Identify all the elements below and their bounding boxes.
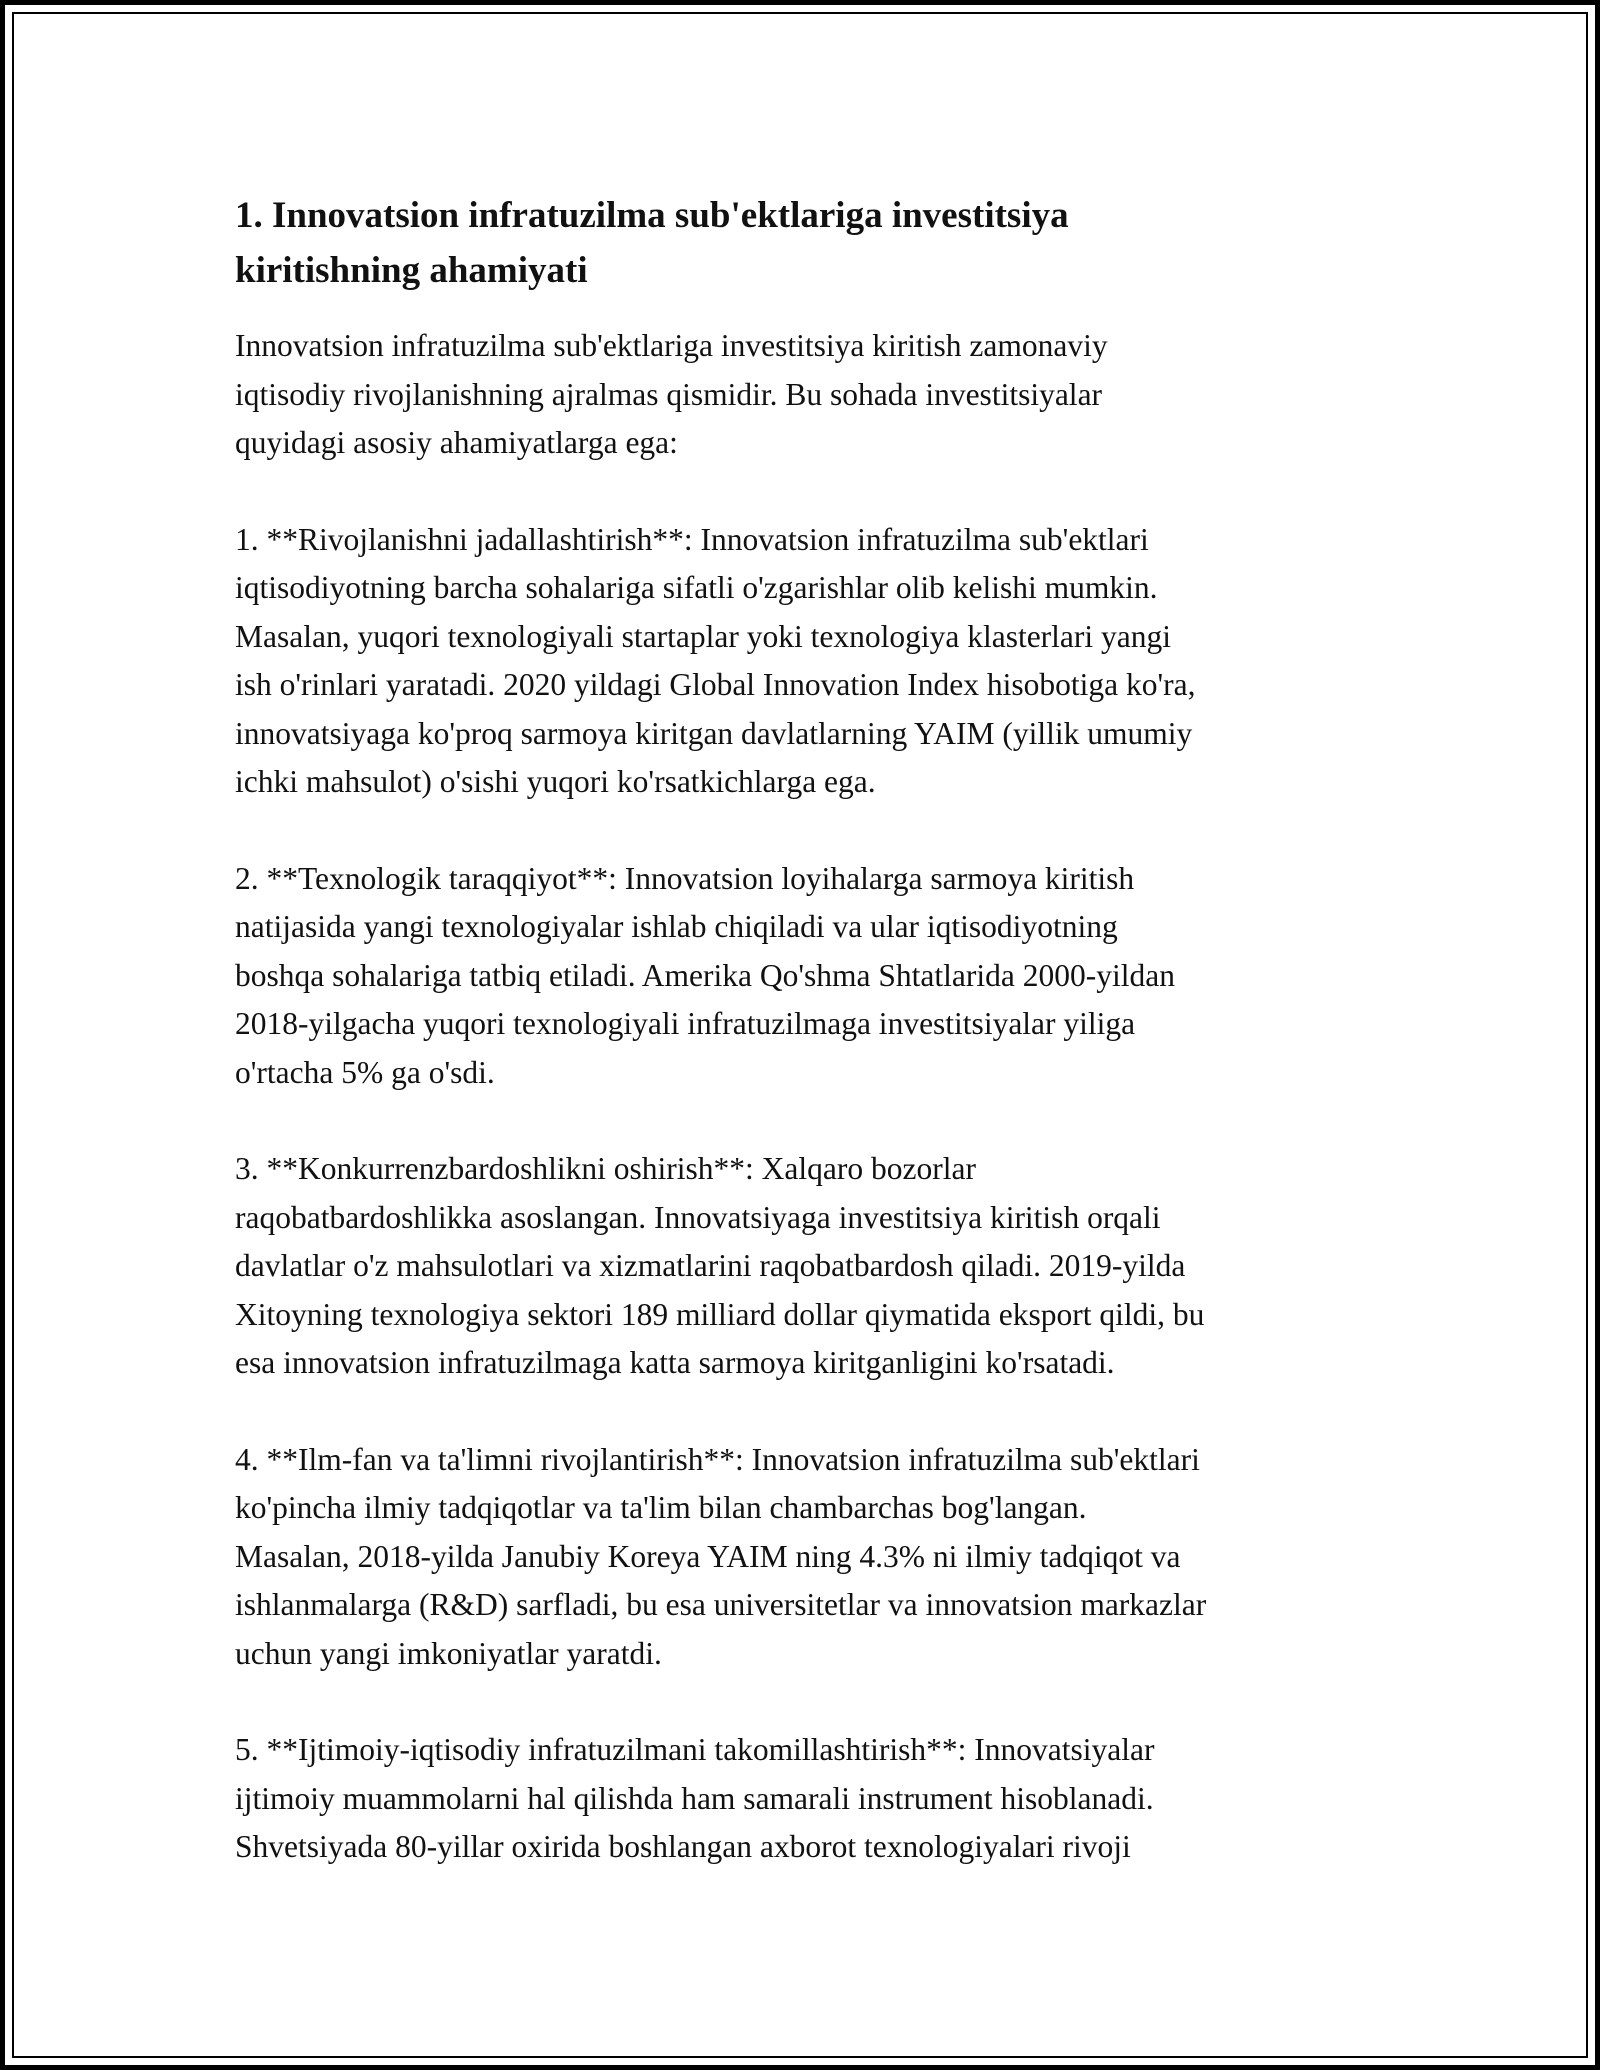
text-line: Masalan, yuqori texnologiyali startaplar yoki texnologiya klasterlari yangi (235, 618, 1172, 654)
text-line: natijasida yangi texnologiyalar ishlab chiqiladi va ular iqtisodiyotning (235, 909, 1118, 944)
document-body (235, 188, 1375, 1920)
text-line: Shvetsiyada 80-yillar oxirida boshlangan axborot texnologiyalari rivoji (235, 1829, 1131, 1864)
text-line: ijtimoiy muammolarni hal qilishda ham samarali instrument hisoblanadi. (235, 1780, 1154, 1816)
text-line: 5. **Ijtimoiy-iqtisodiy infratuzilmani takomillashtirish**: Innovatsiyalar (235, 1732, 1155, 1767)
text-line: 4. **Ilm-fan va ta'limni rivojlantirish**: Innovatsion infratuzilma sub'ektlari (235, 1441, 1200, 1477)
text-line: boshqa sohalariga tatbiq etiladi. Amerika Qo'shma Shtatlarida 2000-yildan (235, 957, 1175, 993)
text-line: 3. **Konkurrenzbardoshlikni oshirish**: Xalqaro bozorlar (235, 1151, 976, 1186)
document-title (235, 188, 1375, 298)
text-line: raqobatbardoshlikka asoslangan. Innovatsiyaga investitsiya kiritish orqali (235, 1199, 1161, 1235)
intro-paragraph (235, 322, 1375, 468)
text-line: ko'pincha ilmiy tadqiqotlar va ta'lim bilan chambarchas bog'langan. (235, 1490, 1087, 1525)
text-line: Masalan, 2018-yilda Janubiy Koreya YAIM ning 4.3% ni ilmiy tadqiqot va (235, 1538, 1181, 1574)
text-line: quyidagi asosiy ahamiyatlarga ega: (235, 425, 678, 460)
text-line: iqtisodiyotning barcha sohalariga sifatli o'zgarishlar olib kelishi mumkin. (235, 570, 1158, 605)
text-line: iqtisodiy rivojlanishning ajralmas qismidir. Bu sohada investitsiyalar (235, 376, 1103, 412)
list-item-rivojlanish (235, 516, 1375, 807)
text-line: 1. **Rivojlanishni jadallashtirish**: Innovatsion infratuzilma sub'ektlari (235, 521, 1149, 557)
title-line: 1. Innovatsion infratuzilma sub'ektlariga investitsiya (235, 195, 1069, 236)
text-line: o'rtacha 5% ga o'sdi. (235, 1054, 495, 1090)
title-line: kiritishning ahamiyati (235, 250, 588, 291)
text-line: innovatsiyaga ko'proq sarmoya kiritgan davlatlarning YAIM (yillik umumiy (235, 715, 1193, 751)
text-line: ish o'rinlari yaratadi. 2020 yildagi Global Innovation Index hisobotiga ko'ra, (235, 667, 1196, 702)
text-line: uchun yangi imkoniyatlar yaratdi. (235, 1635, 662, 1671)
text-line: davlatlar o'z mahsulotlari va xizmatlarini raqobatbardosh qiladi. 2019-yilda (235, 1248, 1186, 1283)
text-line: 2. **Texnologik taraqqiyot**: Innovatsion loyihalarga sarmoya kiritish (235, 860, 1135, 896)
text-line: ishlanmalarga (R&D) sarfladi, bu esa universitetlar va innovatsion markazlar (235, 1587, 1207, 1622)
list-item-konkurrenz (235, 1145, 1375, 1388)
text-line: esa innovatsion infratuzilmaga katta sarmoya kiritganligini ko'rsatadi. (235, 1345, 1115, 1380)
text-line: ichki mahsulot) o'sishi yuqori ko'rsatkichlarga ega. (235, 764, 876, 799)
list-item-texnologik (235, 855, 1375, 1098)
text-line: Xitoyning texnologiya sektori 189 milliard dollar qiymatida eksport qildi, bu (235, 1296, 1205, 1332)
list-item-ijtimoiy (235, 1726, 1375, 1872)
list-item-ilm-fan (235, 1436, 1375, 1679)
text-line: Innovatsion infratuzilma sub'ektlariga investitsiya kiritish zamonaviy (235, 328, 1108, 363)
text-line: 2018-yilgacha yuqori texnologiyali infratuzilmaga investitsiyalar yiliga (235, 1006, 1136, 1041)
